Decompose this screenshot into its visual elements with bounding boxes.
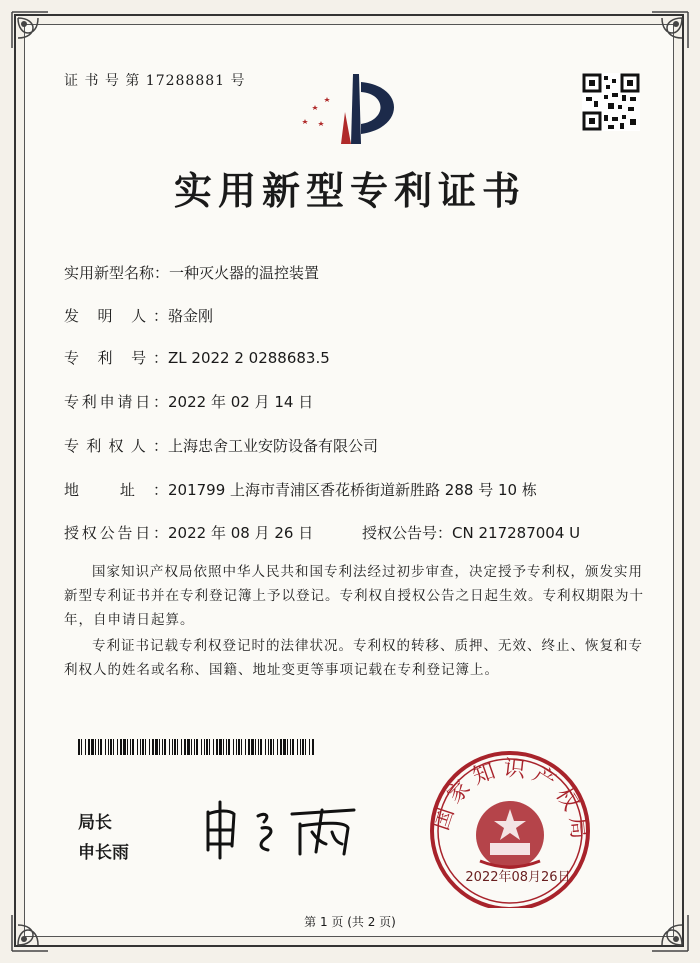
corner-ornament-top-right	[622, 8, 692, 78]
certificate-title: 实用新型专利证书	[173, 169, 526, 213]
patent-number-label: 专 利 号：	[64, 349, 168, 367]
patentee-label: 专利权人：	[64, 437, 168, 455]
barcode-icon	[78, 739, 314, 755]
filing-date-value: 2022 年 02 月 14 日	[168, 393, 314, 411]
grant-number-value: CN 217287004 U	[452, 524, 581, 542]
utility-model-name-value: 一种灭火器的温控装置	[169, 264, 320, 282]
filing-date-label: 专利申请日：	[64, 393, 168, 411]
filing-date-row	[64, 391, 313, 412]
qr-code-icon	[582, 73, 640, 131]
patentee-row	[64, 435, 378, 456]
seal-text: 国家知识产权局	[428, 755, 593, 847]
address-label: 地 址：	[64, 481, 168, 499]
seal-date: 2022年08月26日	[465, 870, 571, 885]
grant-date-row	[64, 522, 313, 543]
patent-number-value: ZL 2022 2 0288683.5	[168, 349, 330, 367]
grant-number-label: 授权公告号：	[362, 524, 453, 542]
inventor-row	[64, 305, 213, 326]
address-value: 201799 上海市青浦区香花桥街道新胜路 288 号 10 栋	[168, 481, 537, 499]
patent-number-row	[64, 347, 330, 368]
legal-paragraph-2: 专利证书记载专利权登记时的法律状况。专利权的转移、质押、无效、终止、恢复和专利权人的姓名或名称、国籍、地址变更等事项记载在专利登记簿上。	[64, 638, 643, 678]
grant-date-label: 授权公告日：	[64, 524, 168, 542]
grant-date-value: 2022 年 08 月 26 日	[168, 524, 314, 542]
address-row	[64, 479, 537, 500]
utility-model-name-row	[64, 262, 319, 283]
cnipa-emblem-icon	[295, 72, 415, 152]
director-title: 局长	[78, 813, 112, 833]
inventor-value: 骆金刚	[168, 307, 214, 325]
grant-number-row	[362, 522, 580, 543]
page-number: 第 1 页 (共 2 页)	[304, 915, 396, 929]
patentee-value: 上海忠舍工业安防设备有限公司	[168, 437, 379, 455]
legal-paragraph-1: 国家知识产权局依照中华人民共和国专利法经过初步审查，决定授予专利权，颁发实用新型专利证书并在专利登记簿上予以登记。专利权自授权公告之日起生效。专利权期限为十年，自申请日起算。	[64, 564, 644, 628]
director-signature-icon	[196, 792, 366, 862]
director-name: 申长雨	[78, 843, 129, 863]
inventor-label: 发 明 人：	[64, 307, 168, 325]
utility-model-name-label: 实用新型名称：	[64, 264, 170, 282]
corner-ornament-top-left	[8, 8, 78, 78]
certificate-number: 证 书 号 第 17288881 号	[64, 73, 246, 89]
